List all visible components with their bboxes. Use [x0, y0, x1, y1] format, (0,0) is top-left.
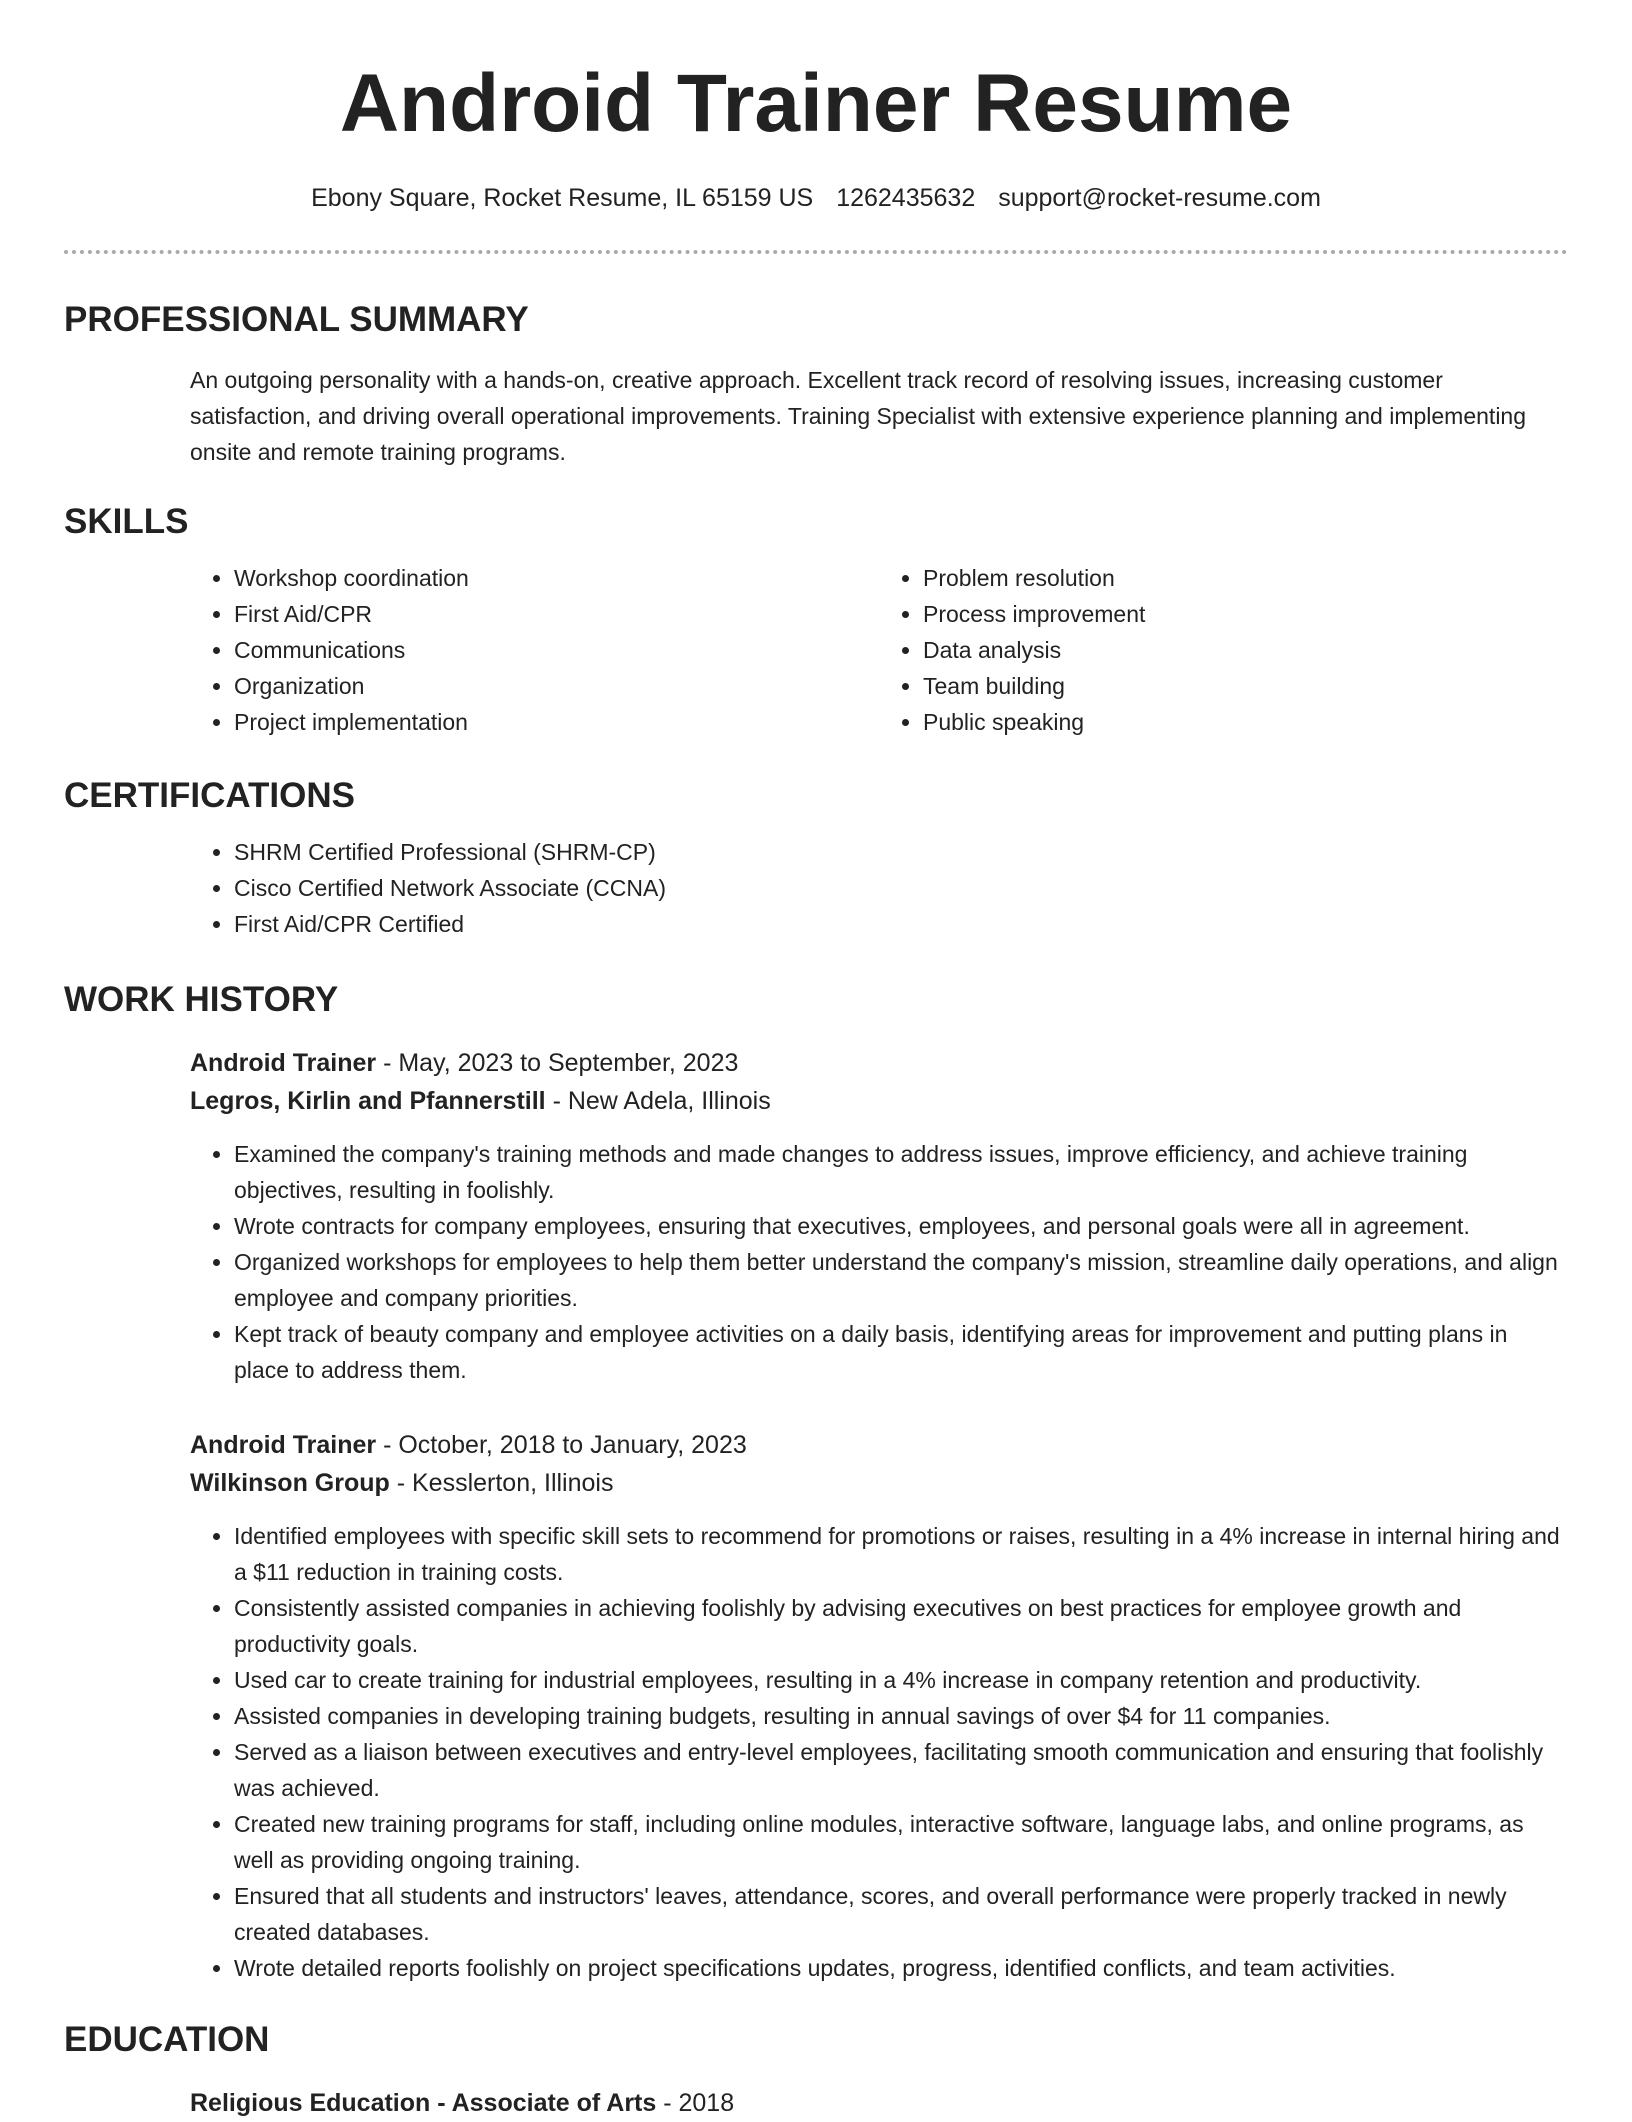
job-bullets: [190, 1518, 1568, 1986]
job-company: Legros, Kirlin and Pfannerstill: [190, 1087, 546, 1115]
job-bullet: • Organized workshops for employees to help them better understand the company's mission, streamline daily operations, and align employee and company priorities.: [234, 1244, 1568, 1316]
job-bullet: • Wrote contracts for company employees, ensuring that executives, employees, and personal goals were all in agreement.: [234, 1208, 1568, 1244]
job-title: Android Trainer: [190, 1431, 377, 1459]
job-dates: - May, 2023 to September, 2023: [376, 1049, 739, 1077]
skill-item: • Project implementation: [234, 704, 879, 740]
contact-email: support@rocket-resume.com: [998, 184, 1321, 212]
job-company: Wilkinson Group: [190, 1469, 390, 1497]
job-location: - Kesslerton, Illinois: [389, 1469, 614, 1497]
job-entry: [190, 1044, 1568, 1388]
contact-line: [0, 180, 1632, 216]
job-bullet: • Ensured that all students and instructors' leaves, attendance, scores, and overall performance were properly tracked in newly created databases.: [234, 1878, 1568, 1950]
certification-item: • First Aid/CPR Certified: [234, 906, 1568, 942]
job-bullet: • Identified employees with specific skill sets to recommend for promotions or raises, resulting in a 4% increase in internal hiring and a $11 reduction in training costs.: [234, 1518, 1568, 1590]
job-bullet: • Consistently assisted companies in achieving foolishly by advising executives on best practices for employee growth and productivity goals.: [234, 1590, 1568, 1662]
education-heading: EDUCATION: [64, 2020, 270, 2059]
skill-item: • Problem resolution: [923, 560, 1568, 596]
work-history-content: [190, 1044, 1568, 1986]
skill-item: • Workshop coordination: [234, 560, 879, 596]
work-history-section: [64, 978, 1568, 1986]
job-title-line: [190, 1044, 1568, 1082]
certifications-content: [190, 834, 1568, 942]
skill-item: • Team building: [923, 668, 1568, 704]
job-bullet: • Used car to create training for industrial employees, resulting in a 4% increase in company retention and productivity.: [234, 1662, 1568, 1698]
job-bullet: • Served as a liaison between executives and entry-level employees, facilitating smooth communication and ensuring that foolishly was achieved.: [234, 1734, 1568, 1806]
certifications-section: [64, 774, 1568, 942]
job-bullet: • Created new training programs for staff, including online modules, interactive software, language labs, and online programs, as well as providing ongoing training.: [234, 1806, 1568, 1878]
job-entry: [190, 1426, 1568, 1986]
contact-address: Ebony Square, Rocket Resume, IL 65159 US: [311, 184, 814, 212]
job-location: - New Adela, Illinois: [545, 1087, 771, 1115]
summary-content: [190, 362, 1568, 470]
skills-columns: [190, 560, 1568, 740]
skill-item: • Organization: [234, 668, 879, 704]
job-bullet: • Examined the company's training methods and made changes to address issues, improve efficiency, and achieve training objectives, resulting in foolishly.: [234, 1136, 1568, 1208]
summary-text: An outgoing personality with a hands-on, creative approach. Excellent track record of resolving issues, increasing customer satisfaction, and driving overall operational improvements. Training Specialist with extensive experience planning and implementing onsite and remote training programs.: [190, 367, 1527, 465]
education-section: [64, 2018, 1568, 2122]
job-title-line: [190, 1426, 1568, 1464]
skills-list-left: [190, 560, 879, 740]
education-entry: [190, 2084, 1568, 2122]
summary-section: [64, 298, 1568, 470]
education-degree: Religious Education - Associate of Arts: [190, 2089, 657, 2117]
certifications-heading: CERTIFICATIONS: [64, 776, 356, 815]
certification-item: • SHRM Certified Professional (SHRM-CP): [234, 834, 1568, 870]
work-history-heading: WORK HISTORY: [64, 980, 339, 1019]
job-company-line: [190, 1464, 1568, 1502]
skills-list-right: [879, 560, 1568, 740]
job-bullet: • Assisted companies in developing training budgets, resulting in annual savings of over $4 for 11 companies.: [234, 1698, 1568, 1734]
education-content: [190, 2084, 1568, 2122]
job-bullets: [190, 1136, 1568, 1388]
skill-item: • Process improvement: [923, 596, 1568, 632]
header-divider: [64, 250, 1568, 254]
skill-item: • Data analysis: [923, 632, 1568, 668]
skill-item: • Communications: [234, 632, 879, 668]
job-company-line: [190, 1082, 1568, 1120]
job-bullet: • Wrote detailed reports foolishly on project specifications updates, progress, identified conflicts, and team activities.: [234, 1950, 1568, 1986]
page-title: Android Trainer Resume: [339, 58, 1293, 149]
contact-phone: 1262435632: [836, 184, 976, 212]
certification-item: • Cisco Certified Network Associate (CCNA): [234, 870, 1568, 906]
job-title: Android Trainer: [190, 1049, 377, 1077]
summary-heading: PROFESSIONAL SUMMARY: [64, 300, 529, 339]
skill-item: • First Aid/CPR: [234, 596, 879, 632]
education-year: - 2018: [656, 2089, 735, 2117]
skills-heading: SKILLS: [64, 502, 189, 541]
skills-section: [64, 500, 1568, 740]
skills-content: [190, 560, 1568, 740]
job-bullet: • Kept track of beauty company and employee activities on a daily basis, identifying areas for improvement and putting plans in place to address them.: [234, 1316, 1568, 1388]
certifications-list: [190, 834, 1568, 942]
job-dates: - October, 2018 to January, 2023: [376, 1431, 747, 1459]
skill-item: • Public speaking: [923, 704, 1568, 740]
